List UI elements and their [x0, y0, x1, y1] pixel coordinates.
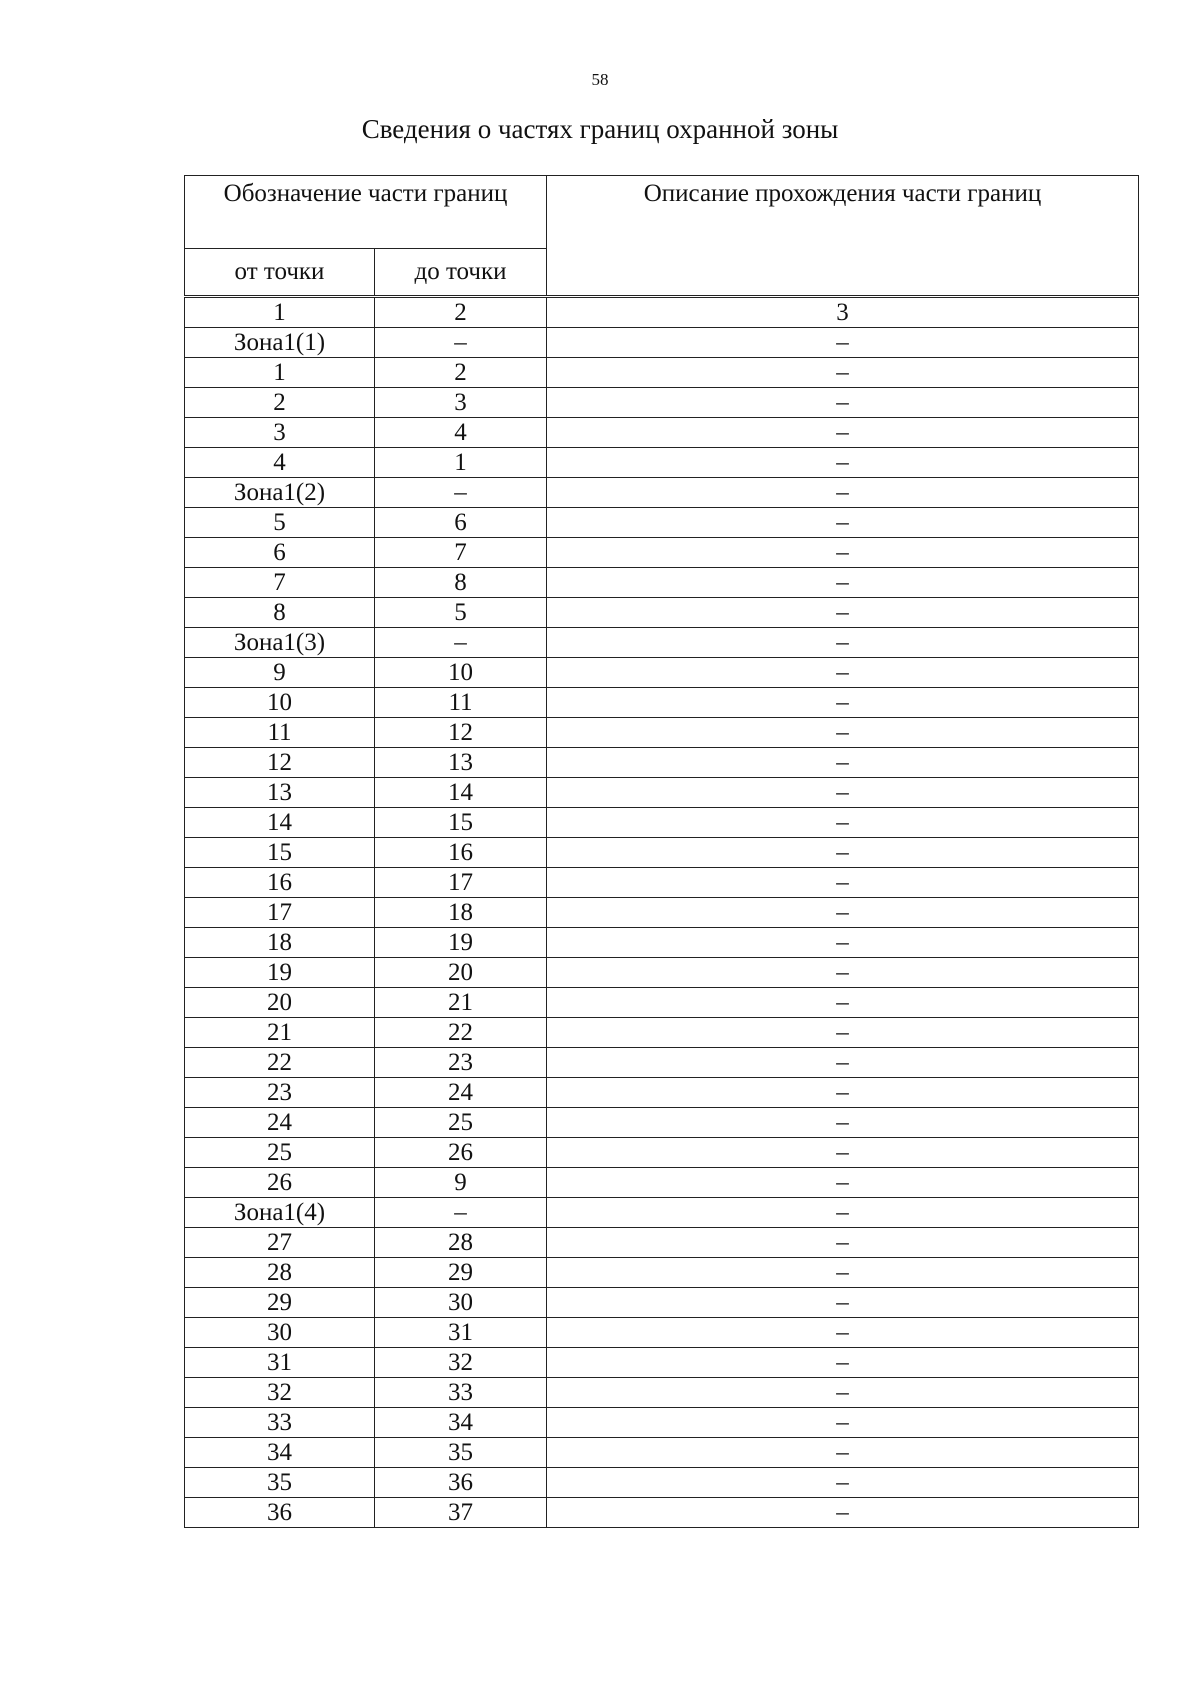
from-point-cell: 10 [185, 688, 375, 718]
from-point-cell: 9 [185, 658, 375, 688]
column-number: 2 [375, 297, 547, 328]
table-row [185, 598, 1139, 628]
to-point-cell: 23 [375, 1048, 547, 1078]
table-row [185, 448, 1139, 478]
description-cell: – [547, 808, 1139, 838]
table-row [185, 1138, 1139, 1168]
description-cell: – [547, 1498, 1139, 1528]
from-point-cell: 29 [185, 1288, 375, 1318]
from-point-cell: 19 [185, 958, 375, 988]
table-row [185, 808, 1139, 838]
to-point-cell: 35 [375, 1438, 547, 1468]
to-point-cell: 16 [375, 838, 547, 868]
to-point-cell: 30 [375, 1288, 547, 1318]
description-cell: – [547, 1138, 1139, 1168]
from-point-cell: Зона1(2) [185, 478, 375, 508]
to-point-cell: 8 [375, 568, 547, 598]
description-cell: – [547, 598, 1139, 628]
from-point-cell: 13 [185, 778, 375, 808]
to-point-cell: 20 [375, 958, 547, 988]
from-point-cell: 16 [185, 868, 375, 898]
table-row [185, 418, 1139, 448]
description-cell: – [547, 748, 1139, 778]
description-cell: – [547, 568, 1139, 598]
table-row [185, 1498, 1139, 1528]
from-point-cell: 15 [185, 838, 375, 868]
header-boundary-description: Описание прохождения части границ [547, 176, 1139, 297]
column-number: 3 [547, 297, 1139, 328]
table-row [185, 898, 1139, 928]
description-cell: – [547, 418, 1139, 448]
to-point-cell: 12 [375, 718, 547, 748]
from-point-cell: Зона1(1) [185, 328, 375, 358]
from-point-cell: 21 [185, 1018, 375, 1048]
from-point-cell: 34 [185, 1438, 375, 1468]
description-cell: – [547, 868, 1139, 898]
column-number: 1 [185, 297, 375, 328]
to-point-cell: 36 [375, 1468, 547, 1498]
from-point-cell: 18 [185, 928, 375, 958]
table-row [185, 688, 1139, 718]
to-point-cell: 29 [375, 1258, 547, 1288]
to-point-cell: 10 [375, 658, 547, 688]
boundary-parts-table [184, 175, 1139, 1528]
description-cell: – [547, 1108, 1139, 1138]
table-row [185, 718, 1139, 748]
description-cell: – [547, 988, 1139, 1018]
description-cell: – [547, 1348, 1139, 1378]
table-row [185, 1438, 1139, 1468]
from-point-cell: 33 [185, 1408, 375, 1438]
to-point-cell: 9 [375, 1168, 547, 1198]
description-cell: – [547, 328, 1139, 358]
description-cell: – [547, 1318, 1139, 1348]
description-cell: – [547, 448, 1139, 478]
to-point-cell: 21 [375, 988, 547, 1018]
to-point-cell: – [375, 478, 547, 508]
table-row [185, 1378, 1139, 1408]
from-point-cell: 12 [185, 748, 375, 778]
table-row [185, 838, 1139, 868]
table-row [185, 478, 1139, 508]
from-point-cell: 14 [185, 808, 375, 838]
to-point-cell: – [375, 328, 547, 358]
table-row [185, 328, 1139, 358]
description-cell: – [547, 688, 1139, 718]
table-row [185, 1048, 1139, 1078]
to-point-cell: 13 [375, 748, 547, 778]
table-row [185, 1318, 1139, 1348]
table-row [185, 1018, 1139, 1048]
from-point-cell: 35 [185, 1468, 375, 1498]
table-row [185, 1288, 1139, 1318]
description-cell: – [547, 538, 1139, 568]
to-point-cell: 32 [375, 1348, 547, 1378]
header-boundary-designation: Обозначение части границ [185, 176, 547, 249]
table-row [185, 958, 1139, 988]
table-row [185, 748, 1139, 778]
to-point-cell: 18 [375, 898, 547, 928]
from-point-cell: Зона1(4) [185, 1198, 375, 1228]
description-cell: – [547, 958, 1139, 988]
description-cell: – [547, 1228, 1139, 1258]
table-row [185, 538, 1139, 568]
description-cell: – [547, 508, 1139, 538]
from-point-cell: 2 [185, 388, 375, 418]
table-row [185, 1228, 1139, 1258]
to-point-cell: 19 [375, 928, 547, 958]
table-row [185, 1348, 1139, 1378]
table-row [185, 1078, 1139, 1108]
table-row [185, 1408, 1139, 1438]
description-cell: – [547, 928, 1139, 958]
description-cell: – [547, 1048, 1139, 1078]
description-cell: – [547, 1408, 1139, 1438]
from-point-cell: 24 [185, 1108, 375, 1138]
table-row [185, 928, 1139, 958]
to-point-cell: 25 [375, 1108, 547, 1138]
description-cell: – [547, 1168, 1139, 1198]
table-row [185, 1258, 1139, 1288]
to-point-cell: 17 [375, 868, 547, 898]
to-point-cell: 24 [375, 1078, 547, 1108]
to-point-cell: 1 [375, 448, 547, 478]
from-point-cell: 17 [185, 898, 375, 928]
table-row [185, 1168, 1139, 1198]
page-title: Сведения о частях границ охранной зоны [361, 114, 839, 144]
table-row [185, 388, 1139, 418]
to-point-cell: 11 [375, 688, 547, 718]
table-row [185, 628, 1139, 658]
to-point-cell: 22 [375, 1018, 547, 1048]
from-point-cell: 36 [185, 1498, 375, 1528]
description-cell: – [547, 898, 1139, 928]
from-point-cell: 23 [185, 1078, 375, 1108]
description-cell: – [547, 838, 1139, 868]
to-point-cell: 26 [375, 1138, 547, 1168]
page-number: 58 [591, 70, 609, 89]
to-point-cell: 31 [375, 1318, 547, 1348]
description-cell: – [547, 1288, 1139, 1318]
description-cell: – [547, 1258, 1139, 1288]
header-from-point: от точки [185, 249, 375, 297]
from-point-cell: 28 [185, 1258, 375, 1288]
from-point-cell: Зона1(3) [185, 628, 375, 658]
to-point-cell: – [375, 1198, 547, 1228]
table-header [185, 176, 1139, 297]
to-point-cell: 28 [375, 1228, 547, 1258]
description-cell: – [547, 658, 1139, 688]
table-row [185, 568, 1139, 598]
table-body [185, 297, 1139, 1528]
table-row [185, 1198, 1139, 1228]
table-row [185, 658, 1139, 688]
to-point-cell: 4 [375, 418, 547, 448]
from-point-cell: 27 [185, 1228, 375, 1258]
from-point-cell: 30 [185, 1318, 375, 1348]
to-point-cell: 14 [375, 778, 547, 808]
to-point-cell: 7 [375, 538, 547, 568]
description-cell: – [547, 358, 1139, 388]
description-cell: – [547, 628, 1139, 658]
to-point-cell: 2 [375, 358, 547, 388]
to-point-cell: 5 [375, 598, 547, 628]
from-point-cell: 11 [185, 718, 375, 748]
table-row [185, 778, 1139, 808]
table-row [185, 1468, 1139, 1498]
description-cell: – [547, 478, 1139, 508]
description-cell: – [547, 1018, 1139, 1048]
table-row [185, 358, 1139, 388]
from-point-cell: 4 [185, 448, 375, 478]
to-point-cell: 37 [375, 1498, 547, 1528]
to-point-cell: – [375, 628, 547, 658]
from-point-cell: 5 [185, 508, 375, 538]
from-point-cell: 26 [185, 1168, 375, 1198]
to-point-cell: 3 [375, 388, 547, 418]
to-point-cell: 33 [375, 1378, 547, 1408]
header-to-point: до точки [375, 249, 547, 297]
table-row [185, 988, 1139, 1018]
description-cell: – [547, 388, 1139, 418]
from-point-cell: 3 [185, 418, 375, 448]
table-row [185, 508, 1139, 538]
description-cell: – [547, 778, 1139, 808]
from-point-cell: 7 [185, 568, 375, 598]
from-point-cell: 6 [185, 538, 375, 568]
from-point-cell: 20 [185, 988, 375, 1018]
from-point-cell: 31 [185, 1348, 375, 1378]
from-point-cell: 25 [185, 1138, 375, 1168]
description-cell: – [547, 1078, 1139, 1108]
description-cell: – [547, 1198, 1139, 1228]
table-row [185, 1108, 1139, 1138]
from-point-cell: 8 [185, 598, 375, 628]
description-cell: – [547, 1468, 1139, 1498]
table-row [185, 868, 1139, 898]
from-point-cell: 1 [185, 358, 375, 388]
from-point-cell: 32 [185, 1378, 375, 1408]
description-cell: – [547, 1438, 1139, 1468]
column-number-row [185, 297, 1139, 328]
to-point-cell: 6 [375, 508, 547, 538]
from-point-cell: 22 [185, 1048, 375, 1078]
description-cell: – [547, 1378, 1139, 1408]
to-point-cell: 34 [375, 1408, 547, 1438]
description-cell: – [547, 718, 1139, 748]
to-point-cell: 15 [375, 808, 547, 838]
